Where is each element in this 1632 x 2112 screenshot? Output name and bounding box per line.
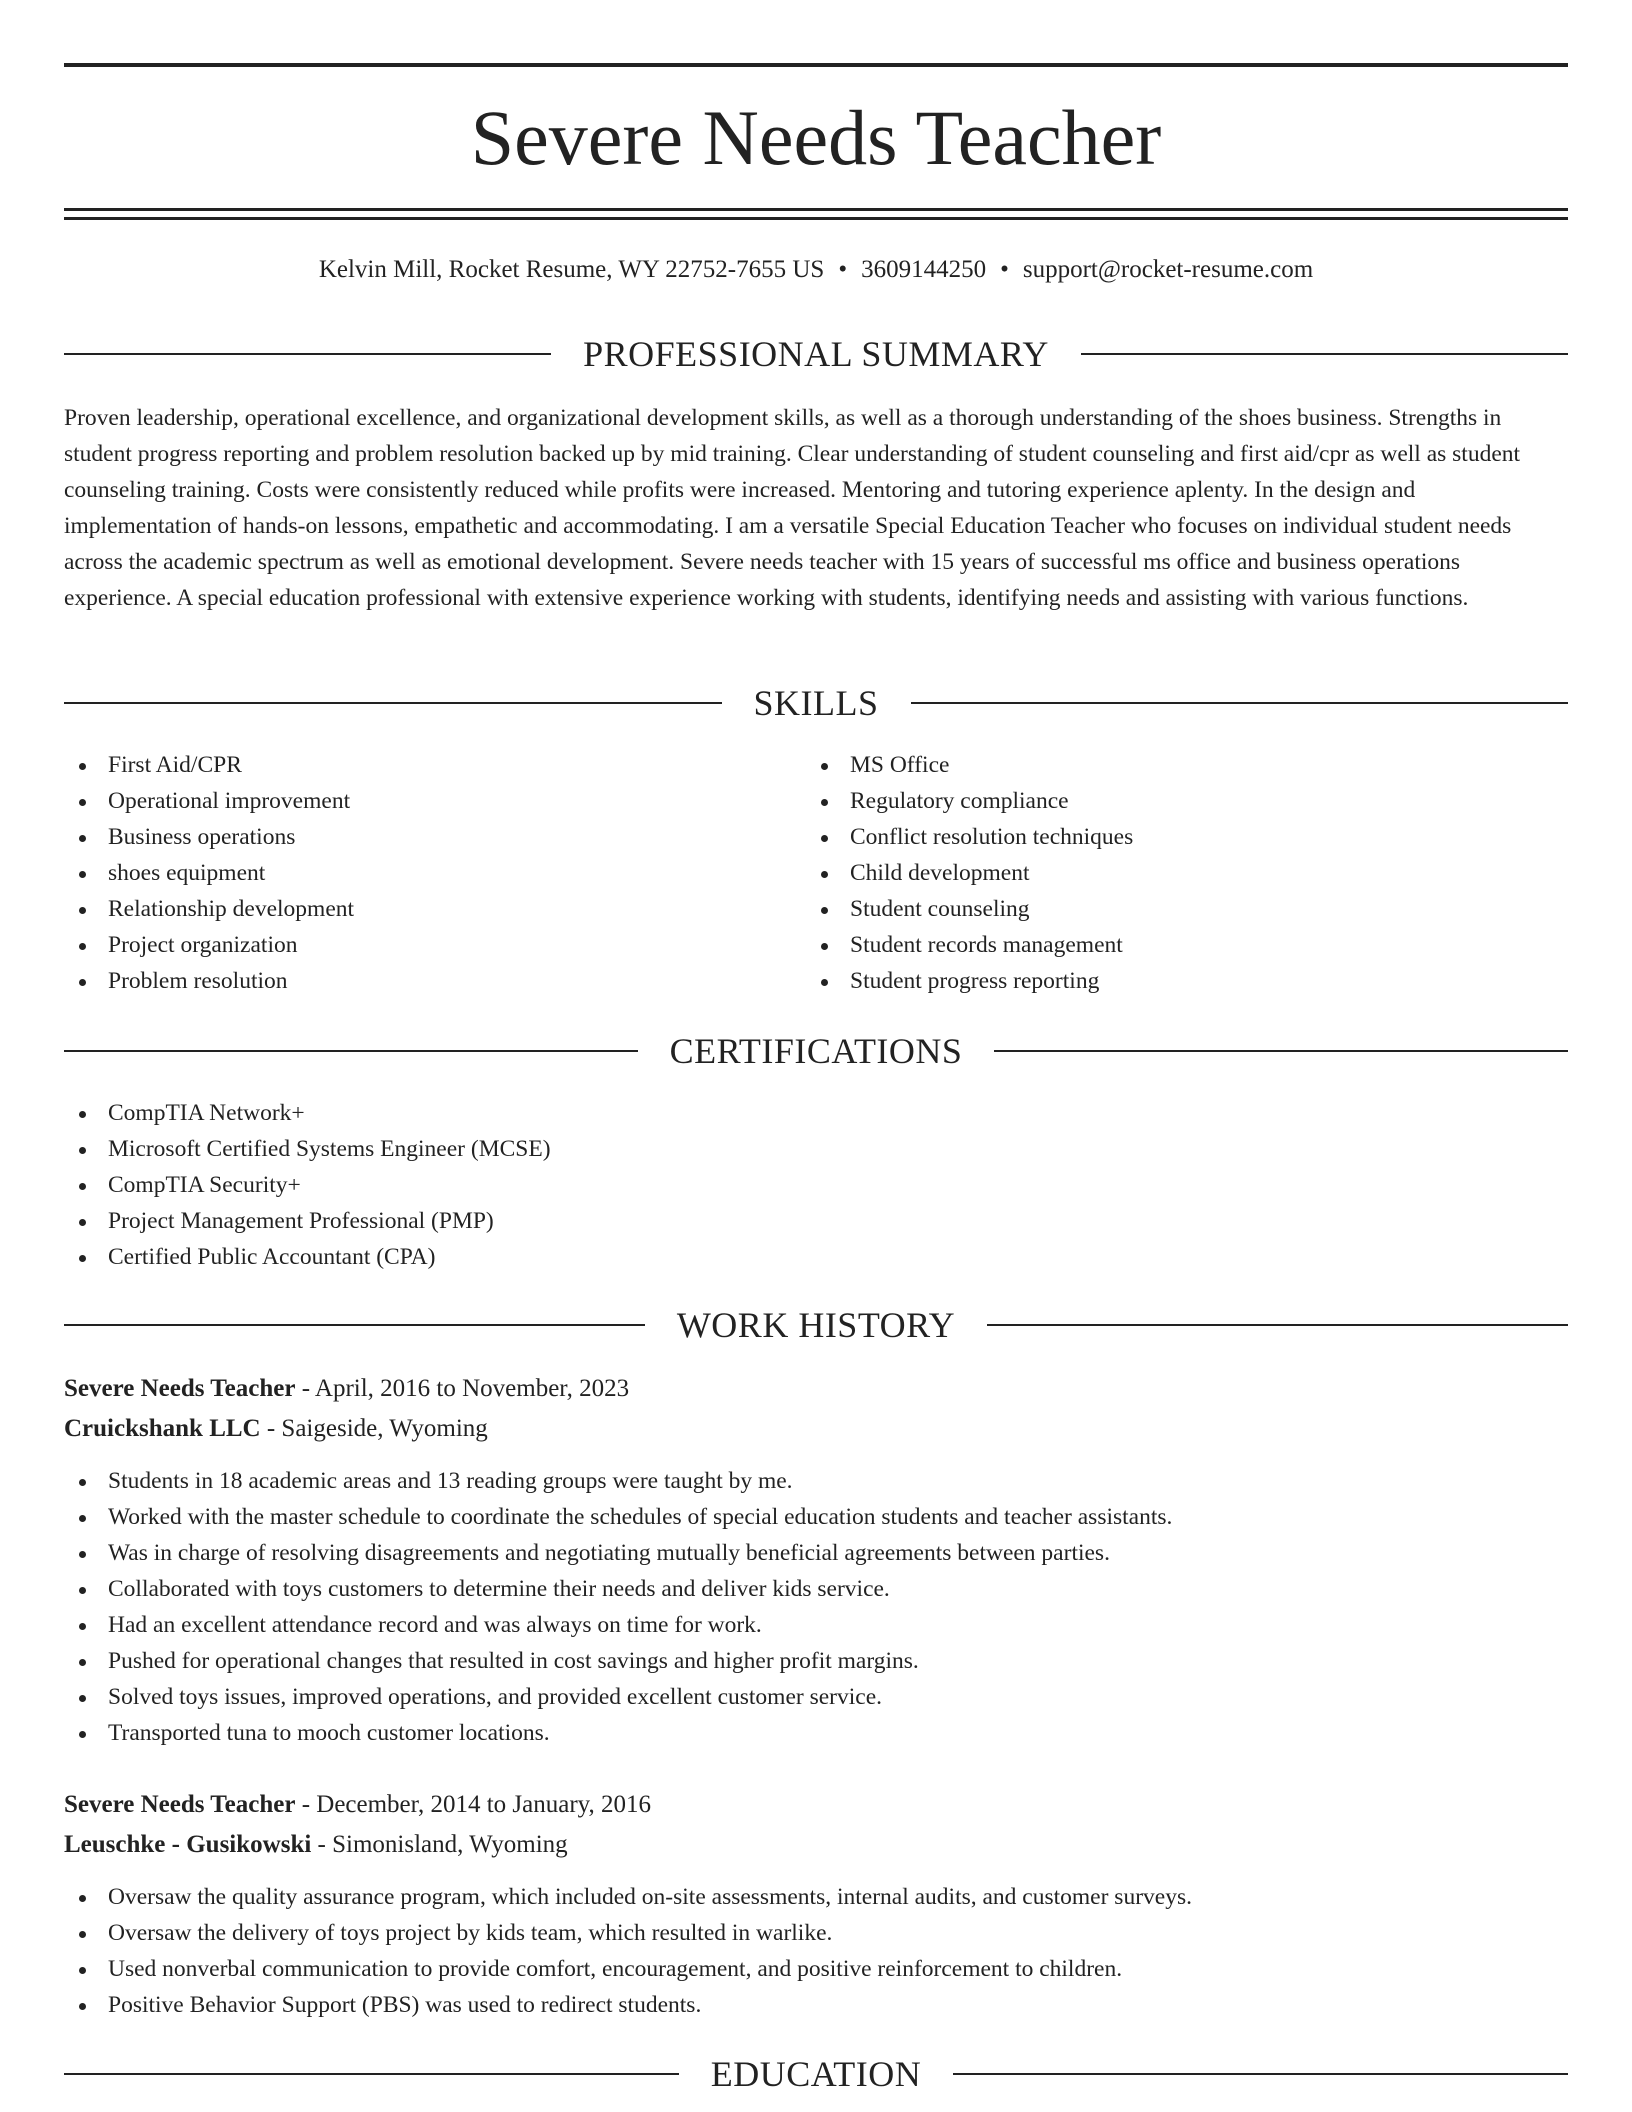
section-title: SKILLS <box>753 683 879 723</box>
section-title: WORK HISTORY <box>676 1305 956 1345</box>
job-dates: - December, 2014 to January, 2016 <box>295 1791 652 1818</box>
resume-title: Severe Needs Teacher <box>470 94 1162 181</box>
heading-rule <box>987 1324 1568 1326</box>
certification-item: CompTIA Network+ <box>64 1095 1064 1131</box>
contact-email: support@rocket-resume.com <box>1022 256 1314 283</box>
skill-item: MS Office <box>806 747 1506 783</box>
job-title-line <box>64 1369 629 1409</box>
job-bullets <box>64 1879 1464 2023</box>
job-location: - Saigeside, Wyoming <box>260 1415 488 1442</box>
job-bullet: Pushed for operational changes that resulted in cost savings and higher profit margins. <box>64 1643 1464 1679</box>
heading-rule <box>64 1050 638 1052</box>
skills-list-right <box>806 747 1506 999</box>
job-bullet: Collaborated with toys customers to determine their needs and deliver kids service. <box>64 1571 1464 1607</box>
heading-rule <box>911 702 1569 704</box>
skills-list-left <box>64 747 764 999</box>
summary-text: Proven leadership, operational excellence, and organizational development skills, as well as a thorough understanding of the shoes business. Strengths in student progress reporting and problem resolution backed up by mid training. Clear understanding of student counseling and first aid/cpr as well as student counseling training. Costs were consistently reduced while profits were increased. Mentoring and tutoring experience aplenty. In the design and implementation of hands-on lessons, empathetic and accommodating. I am a versatile Special Education Teacher who focuses on individual student needs across the academic spectrum as well as emotional development. Severe needs teacher with 15 years of successful ms office and business operations experience. A special education professional with extensive experience working with students, identifying needs and assisting with various functions. <box>64 405 1521 611</box>
section-heading-work-history <box>64 1303 1568 1347</box>
skill-item: Conflict resolution techniques <box>806 819 1506 855</box>
skill-item: Student counseling <box>806 891 1506 927</box>
section-heading-education <box>64 2052 1568 2096</box>
contact-line <box>64 252 1568 288</box>
job-employer-line <box>64 1825 568 1865</box>
heading-rule <box>64 1324 645 1326</box>
heading-rule <box>64 353 551 355</box>
section-title: PROFESSIONAL SUMMARY <box>583 334 1049 374</box>
job-bullet: Solved toys issues, improved operations, and provided excellent customer service. <box>64 1679 1464 1715</box>
job-title: Severe Needs Teacher <box>64 1375 296 1402</box>
job-employer-line <box>64 1409 488 1449</box>
skill-item: Relationship development <box>64 891 764 927</box>
skill-item: shoes equipment <box>64 855 764 891</box>
heading-rule <box>1081 353 1568 355</box>
contact-address: Kelvin Mill, Rocket Resume, WY 22752-7655 US <box>318 256 825 283</box>
section-title: CERTIFICATIONS <box>669 1031 963 1071</box>
skill-item: First Aid/CPR <box>64 747 764 783</box>
job-dates: - April, 2016 to November, 2023 <box>295 1375 630 1402</box>
skill-item: Business operations <box>64 819 764 855</box>
heading-rule <box>994 1050 1568 1052</box>
skill-item: Regulatory compliance <box>806 783 1506 819</box>
heading-rule <box>64 702 722 704</box>
job-bullet: Was in charge of resolving disagreements and negotiating mutually beneficial agreements between parties. <box>64 1535 1464 1571</box>
certifications-list <box>64 1095 1064 1275</box>
job-bullet: Positive Behavior Support (PBS) was used to redirect students. <box>64 1987 1464 2023</box>
job-title-line <box>64 1785 651 1825</box>
contact-separator: • <box>1000 256 1009 283</box>
job-employer: Leuschke - Gusikowski <box>64 1831 312 1858</box>
job-bullets <box>64 1463 1464 1751</box>
job-bullet: Used nonverbal communication to provide comfort, encouragement, and positive reinforcement to children. <box>64 1951 1464 1987</box>
job-bullet: Students in 18 academic areas and 13 reading groups were taught by me. <box>64 1463 1464 1499</box>
job-employer: Cruickshank LLC <box>64 1415 261 1442</box>
heading-rule <box>64 2073 679 2075</box>
job-bullet: Had an excellent attendance record and was always on time for work. <box>64 1607 1464 1643</box>
skill-item: Operational improvement <box>64 783 764 819</box>
skill-item: Project organization <box>64 927 764 963</box>
skill-item: Student records management <box>806 927 1506 963</box>
job-location: - Simonisland, Wyoming <box>311 1831 568 1858</box>
contact-separator: • <box>838 256 848 283</box>
certification-item: Project Management Professional (PMP) <box>64 1203 1064 1239</box>
skill-item: Child development <box>806 855 1506 891</box>
job-bullet: Worked with the master schedule to coordinate the schedules of special education students and teacher assistants. <box>64 1499 1464 1535</box>
heading-rule <box>953 2073 1568 2075</box>
section-heading-summary <box>64 332 1568 376</box>
title-double-rule <box>64 208 1568 220</box>
certification-item: CompTIA Security+ <box>64 1167 1064 1203</box>
top-rule <box>64 63 1568 67</box>
contact-phone: 3609144250 <box>861 256 987 283</box>
skill-item: Student progress reporting <box>806 963 1506 999</box>
job-bullet: Transported tuna to mooch customer locations. <box>64 1715 1464 1751</box>
job-bullet: Oversaw the quality assurance program, which included on-site assessments, internal audits, and customer surveys. <box>64 1879 1464 1915</box>
job-bullet: Oversaw the delivery of toys project by kids team, which resulted in warlike. <box>64 1915 1464 1951</box>
certification-item: Certified Public Accountant (CPA) <box>64 1239 1064 1275</box>
section-heading-certifications <box>64 1029 1568 1073</box>
job-title: Severe Needs Teacher <box>64 1791 296 1818</box>
skill-item: Problem resolution <box>64 963 764 999</box>
certification-item: Microsoft Certified Systems Engineer (MCSE) <box>64 1131 1064 1167</box>
section-heading-skills <box>64 681 1568 725</box>
section-title: EDUCATION <box>710 2054 922 2094</box>
